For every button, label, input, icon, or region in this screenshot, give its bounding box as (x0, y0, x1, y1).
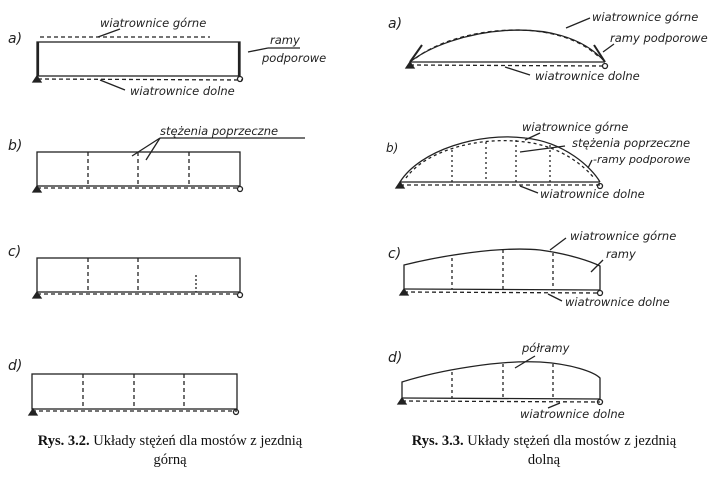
right-c-bottom-bracing (404, 292, 600, 293)
right-b-leader-bottom (520, 186, 538, 193)
right-b-label-bottom: wiatrownice dolne (540, 187, 645, 201)
left-a-leader-bottom (100, 80, 125, 90)
right-c-letter: c) (388, 246, 402, 262)
right-c-arch (404, 249, 600, 290)
right-b-letter: b) (386, 141, 399, 155)
right-c-leader-top (550, 238, 566, 250)
right-d-label-top: półramy (522, 341, 570, 355)
left-caption-line-1 (5, 432, 335, 451)
right-b-arch (400, 137, 600, 182)
right-caption-line-1 (378, 432, 710, 451)
right-a-end-frame-left (410, 45, 422, 62)
left-a-leader-top (98, 29, 120, 37)
left-panel-c (33, 258, 243, 298)
right-a-leader-top (566, 18, 590, 28)
left-a-beam (37, 42, 240, 76)
right-b-label-right: -ramy podporowe (593, 153, 691, 166)
right-a-arch (410, 30, 605, 62)
right-caption-line-2: dolną (527, 452, 561, 468)
left-b-leader-2 (146, 138, 160, 160)
left-caption (5, 432, 335, 470)
left-b-label-top: stężenia poprzeczne (160, 124, 279, 138)
left-a-support-roller (238, 77, 243, 82)
right-c-leader-right (591, 260, 603, 272)
right-c-deck (404, 289, 600, 290)
left-a-label-right-1: ramy (270, 33, 300, 47)
left-b-support-fixed (33, 186, 41, 192)
left-c-support-fixed (33, 292, 41, 298)
left-panel-b (33, 138, 305, 192)
left-d-support-roller (234, 410, 239, 415)
right-panel-c (400, 238, 603, 301)
left-panel-a (33, 29, 300, 90)
right-d-bottom-bracing (402, 401, 600, 402)
right-c-label-bottom: wiatrownice dolne (565, 295, 670, 309)
left-b-support-roller (238, 187, 243, 192)
left-caption-number: Rys. 3.2. (37, 433, 90, 449)
right-caption-number: Rys. 3.3. (411, 433, 464, 449)
right-a-support-roller (603, 64, 608, 69)
right-b-top-bracing (406, 141, 594, 178)
right-caption-text: Układy stężeń dla mostów z jezdnią (467, 433, 677, 449)
right-a-leader-right (603, 44, 614, 52)
right-b-label-mid: stężenia poprzeczne (572, 136, 691, 150)
left-a-bottom-bracing (38, 79, 242, 80)
left-b-leader-1 (132, 138, 160, 156)
left-a-label-bottom: wiatrownice dolne (130, 84, 235, 98)
right-a-label-bottom: wiatrownice dolne (535, 69, 640, 83)
right-d-letter: d) (388, 350, 403, 366)
right-a-bottom-bracing (410, 65, 605, 66)
left-d-support-fixed (29, 409, 37, 415)
right-panel-a (406, 18, 614, 75)
right-a-label-top: wiatrownice górne (592, 10, 699, 24)
right-c-leader-bottom (548, 294, 562, 301)
left-caption-text: Układy stężeń dla mostów z jezdnią (93, 433, 303, 449)
left-a-label-top: wiatrownice górne (100, 16, 207, 30)
left-c-support-roller (238, 293, 243, 298)
right-a-label-right: ramy podporowe (610, 31, 708, 45)
right-a-leader-bottom (505, 67, 530, 75)
left-c-letter: c) (8, 244, 22, 260)
left-caption-line-2: górną (153, 452, 187, 468)
right-c-label-right: ramy (606, 247, 636, 261)
right-figure-text (386, 10, 708, 421)
right-b-leader-right (588, 160, 592, 168)
left-d-letter: d) (8, 358, 23, 374)
left-b-letter: b) (8, 138, 23, 154)
left-figure-text (8, 16, 326, 374)
left-a-letter: a) (8, 31, 23, 47)
right-caption (378, 432, 710, 470)
right-d-arch (402, 362, 600, 399)
right-d-label-bottom: wiatrownice dolne (520, 407, 625, 421)
right-a-letter: a) (388, 16, 403, 32)
right-d-deck (402, 398, 600, 399)
left-panel-d (29, 374, 239, 415)
right-c-label-top: wiatrownice górne (570, 229, 677, 243)
right-b-label-top: wiatrownice górne (522, 120, 629, 134)
right-panel-d (398, 356, 603, 408)
left-a-label-right-2: podporowe (262, 51, 327, 65)
